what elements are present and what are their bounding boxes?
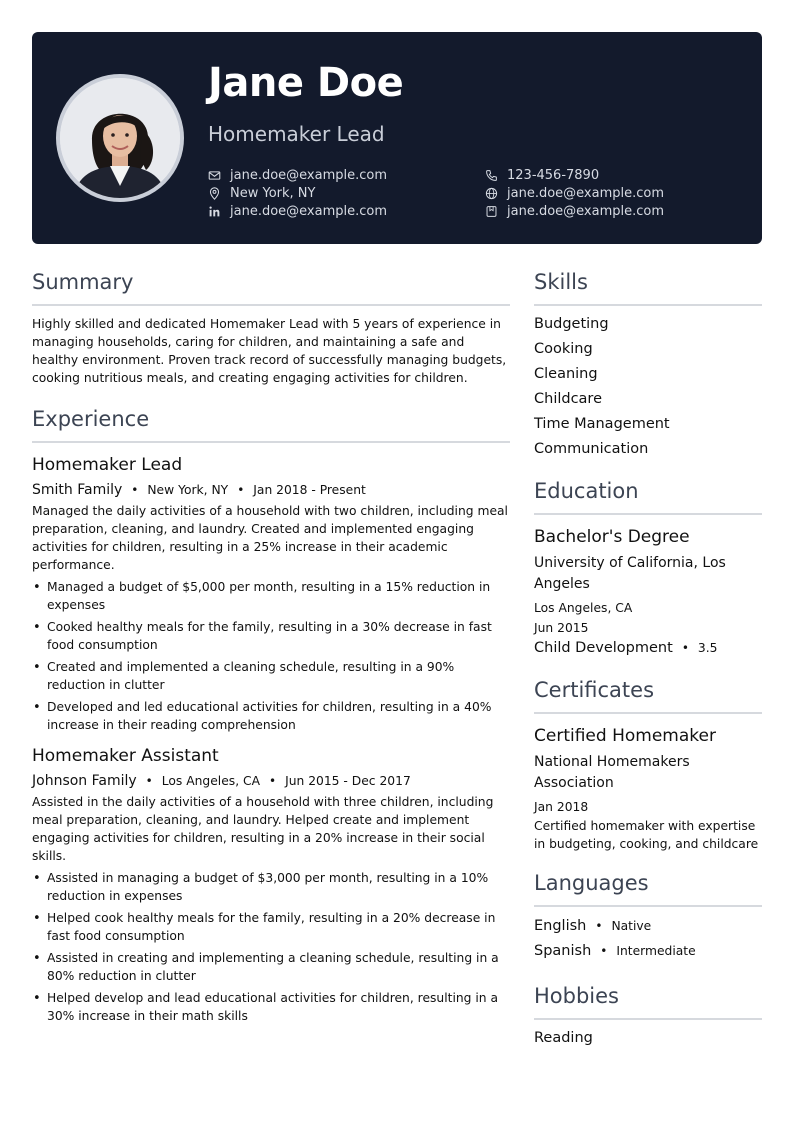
languages-list <box>534 913 762 963</box>
language-item <box>534 938 762 963</box>
job-company: Johnson Family <box>32 773 137 789</box>
achievement-item: • Assisted in creating and implementing a cleaning schedule, resulting in a 80% reduction in clutter <box>32 949 510 985</box>
separator-dot: • <box>237 483 245 497</box>
languages-heading: Languages <box>534 871 762 907</box>
job-meta <box>32 482 510 498</box>
contact-location <box>208 184 485 202</box>
phone-icon <box>485 169 498 182</box>
skills-heading: Skills <box>534 270 762 306</box>
certificates-heading: Certificates <box>534 678 762 714</box>
contact-portfolio-text: jane.doe@example.com <box>507 203 665 219</box>
education-gpa: 3.5 <box>697 641 718 655</box>
hobby-item: Reading <box>534 1030 593 1046</box>
summary-section <box>32 270 510 387</box>
contact-website[interactable] <box>485 184 728 202</box>
certificate-date: Jan 2018 <box>534 800 589 814</box>
language-name: English <box>534 917 587 934</box>
education-location: Los Angeles, CA <box>534 601 633 615</box>
education-major: Child Development <box>534 640 673 656</box>
right-column <box>534 270 762 1051</box>
separator-dot: • <box>681 641 689 655</box>
separator-dot: • <box>595 918 603 933</box>
contact-email-text: jane.doe@example.com <box>230 167 388 183</box>
skills-list <box>534 312 762 462</box>
separator-dot: • <box>131 483 139 497</box>
education-field <box>534 640 762 656</box>
job-title: Homemaker Lead <box>32 455 183 475</box>
language-level: Native <box>611 918 652 933</box>
skills-section <box>534 270 762 462</box>
certificates-section <box>534 678 762 853</box>
education-heading: Education <box>534 479 762 515</box>
job-location: Los Angeles, CA <box>161 774 261 788</box>
language-item <box>534 913 762 938</box>
candidate-title: Homemaker Lead <box>208 122 385 146</box>
contact-phone-text: 123-456-7890 <box>507 167 600 183</box>
languages-section <box>534 871 762 963</box>
skill-item: Childcare <box>534 391 602 407</box>
globe-icon <box>485 187 498 200</box>
contact-phone[interactable] <box>485 166 728 184</box>
contact-location-text: New York, NY <box>230 185 316 201</box>
skill-item: Cooking <box>534 341 593 357</box>
experience-section <box>32 407 510 1025</box>
certificate-issuer: National Homemakers Association <box>534 754 690 791</box>
hobbies-heading: Hobbies <box>534 984 762 1020</box>
contact-linkedin-text: jane.doe@example.com <box>230 203 388 219</box>
job-entry <box>32 455 510 734</box>
job-description: Managed the daily activities of a household with two children, including meal preparation, cleaning, and laundry. Created and implemented engaging activities for children, resulting in a 25% increase in their academic performance. <box>32 504 508 572</box>
achievement-item: • Cooked healthy meals for the family, resulting in a 30% decrease in fast food consumption <box>32 618 510 654</box>
certificate-name: Certified Homemaker <box>534 726 716 746</box>
separator-dot: • <box>600 943 608 958</box>
achievement-item: • Managed a budget of $5,000 per month, resulting in a 15% reduction in expenses <box>32 578 510 614</box>
achievement-item: • Helped cook healthy meals for the family, resulting in a 20% decrease in fast food consumption <box>32 909 510 945</box>
skill-item: Budgeting <box>534 316 609 332</box>
education-date: Jun 2015 <box>534 621 589 635</box>
left-column <box>32 270 510 1029</box>
contact-linkedin[interactable] <box>208 202 485 220</box>
achievement-item: • Helped develop and lead educational activities for children, resulting in a 30% increase in their math skills <box>32 989 510 1025</box>
hobbies-list <box>534 1026 762 1051</box>
email-icon <box>208 169 221 182</box>
candidate-name: Jane Doe <box>208 60 404 106</box>
job-title: Homemaker Assistant <box>32 746 219 766</box>
achievement-item: • Created and implemented a cleaning schedule, resulting in a 90% reduction in clutter <box>32 658 510 694</box>
experience-heading: Experience <box>32 407 510 443</box>
job-location: New York, NY <box>147 483 229 497</box>
separator-dot: • <box>145 774 153 788</box>
job-achievements <box>32 578 510 734</box>
summary-heading: Summary <box>32 270 510 306</box>
job-dates: Jan 2018 - Present <box>253 483 366 497</box>
job-meta <box>32 773 510 789</box>
contact-portfolio[interactable] <box>485 202 728 220</box>
portfolio-icon <box>485 205 498 218</box>
skill-item: Time Management <box>534 416 670 432</box>
contact-list <box>208 166 728 220</box>
education-section <box>534 479 762 656</box>
hobbies-section <box>534 984 762 1051</box>
job-description: Assisted in the daily activities of a household with three children, including meal preparation, cleaning, and laundry. Helped create and implement engaging activities for children, resulting in a 20% increase in their social skills. <box>32 795 494 863</box>
skill-item: Communication <box>534 441 649 457</box>
job-entry <box>32 746 510 1025</box>
contact-email[interactable] <box>208 166 485 184</box>
certificate-description: Certified homemaker with expertise in budgeting, cooking, and childcare <box>534 819 759 851</box>
skill-item: Cleaning <box>534 366 598 382</box>
separator-dot: • <box>269 774 277 788</box>
resume-header <box>32 32 762 244</box>
job-dates: Jun 2015 - Dec 2017 <box>285 774 411 788</box>
job-achievements <box>32 869 510 1025</box>
achievement-item: • Developed and led educational activities for children, resulting in a 40% increase in their reading comprehension <box>32 698 510 734</box>
person-photo-icon <box>60 78 180 198</box>
linkedin-icon <box>208 205 221 218</box>
language-level: Intermediate <box>616 943 696 958</box>
profile-photo <box>56 74 184 202</box>
summary-text: Highly skilled and dedicated Homemaker Lead with 5 years of experience in managing households, caring for children, and maintaining a safe and healthy environment. Proven track record of successfully managing budgets, cooking nutritious meals, and creating engaging activities for children. <box>32 317 507 385</box>
education-school: University of California, Los Angeles <box>534 555 726 592</box>
education-degree: Bachelor's Degree <box>534 527 690 547</box>
contact-website-text: jane.doe@example.com <box>507 185 665 201</box>
location-icon <box>208 187 221 200</box>
job-company: Smith Family <box>32 482 123 498</box>
language-name: Spanish <box>534 942 592 959</box>
achievement-item: • Assisted in managing a budget of $3,000 per month, resulting in a 10% reduction in expenses <box>32 869 510 905</box>
